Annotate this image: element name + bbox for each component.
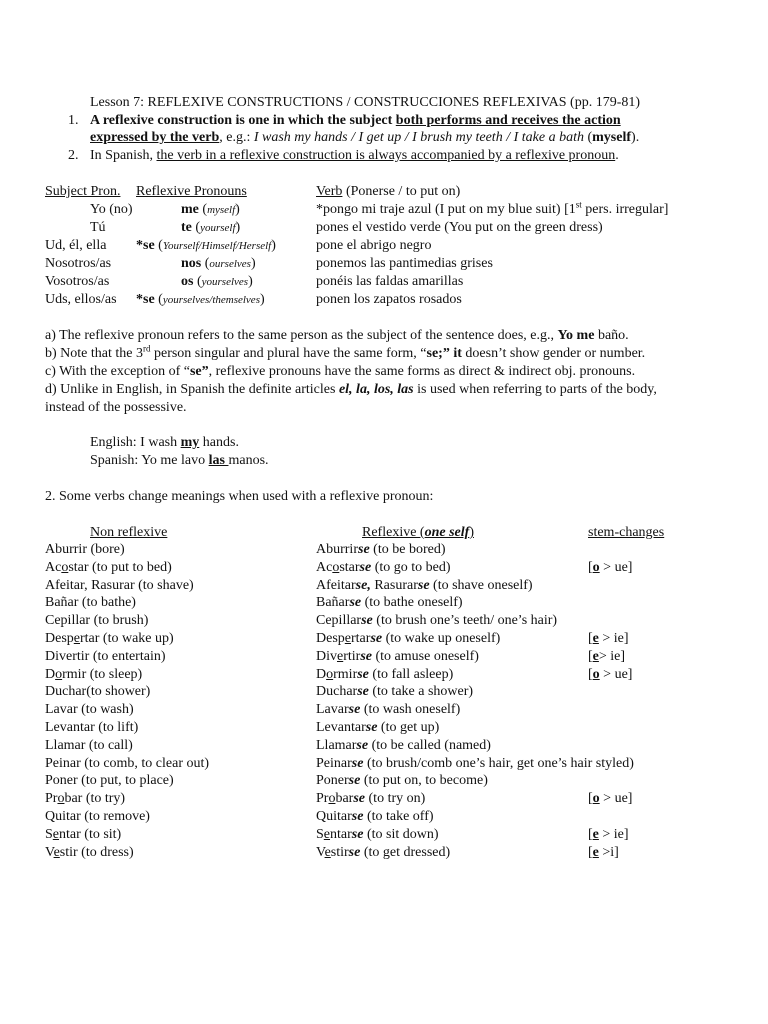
example-spanish-tail: manos. bbox=[228, 453, 269, 468]
verb-infinitive: Afeitar, Rasurar (to shave) bbox=[45, 578, 194, 593]
verb-infinitive: Bañar (to bathe) bbox=[45, 595, 136, 610]
verb-reflexive bbox=[316, 772, 488, 790]
reflexive-verb-stem: Peinar bbox=[316, 756, 352, 771]
pronoun-form: nos bbox=[181, 256, 202, 271]
verb-non-reflexive bbox=[45, 808, 150, 826]
verb-non-reflexive bbox=[45, 755, 209, 773]
verb-stem-vowel: o bbox=[61, 560, 69, 575]
pronoun-subject: Tú bbox=[90, 220, 106, 235]
pronoun-form: *se bbox=[136, 238, 155, 253]
verbs-header-stem-changes: stem-changes bbox=[588, 525, 665, 540]
pronoun-subject: Nosotros/as bbox=[45, 256, 112, 271]
reflexive-verb-mid: stir bbox=[330, 845, 349, 860]
reflexive-suffix: se bbox=[348, 702, 361, 717]
reflexive-verb-stem-2: Rasurar bbox=[370, 578, 418, 593]
reflexive-suffix: se bbox=[357, 667, 369, 682]
reflexive-verb-mid: ntar bbox=[330, 827, 352, 842]
verb-infinitive: Peinar (to comb, to clear out) bbox=[45, 756, 210, 771]
reflexive-meaning: (to brush/comb one’s hair, get one’s hair styled) bbox=[363, 756, 634, 771]
verb-infinitive: Duchar(to shower) bbox=[45, 684, 151, 699]
verb-infinitive-rest: rtar (to wake up) bbox=[80, 631, 174, 646]
note-b-tail: doesn’t show gender or number. bbox=[461, 346, 646, 361]
note-b-sup: rd bbox=[142, 343, 151, 354]
reflexive-suffix: se bbox=[360, 649, 372, 664]
point-1-emphasis: both performs and receives the action bbox=[395, 113, 621, 128]
verb-reflexive bbox=[316, 737, 491, 755]
pronoun-reflexive: me (myself) bbox=[181, 202, 240, 217]
page-title: Lesson 7: REFLEXIVE CONSTRUCTIONS / CONSTRUCCIONES REFLEXIVAS (pp. 179-81) bbox=[90, 95, 641, 110]
note-c-bold: se” bbox=[189, 364, 209, 379]
verb-reflexive bbox=[316, 683, 473, 701]
point-1-end: ). bbox=[631, 130, 640, 145]
pronoun-verb-example: pones el vestido verde (You put on the green dress) bbox=[316, 220, 603, 235]
verb-infinitive-rest: stir (to dress) bbox=[59, 845, 134, 860]
reflexive-suffix: se bbox=[356, 738, 369, 753]
pronoun-header-verb-note: (Ponerse / to put on) bbox=[342, 184, 461, 199]
point-2-emphasis: the verb in a reflexive construction is always accompanied by a reflexive pronoun bbox=[156, 148, 616, 163]
stem-change-open: [ bbox=[588, 845, 593, 860]
verb-stem-change bbox=[588, 630, 629, 648]
verb-non-reflexive bbox=[45, 844, 134, 862]
reflexive-meaning: (to amuse oneself) bbox=[372, 649, 479, 664]
example-spanish bbox=[90, 452, 269, 470]
stem-change-result: > ue] bbox=[599, 560, 633, 575]
verb-infinitive-rest: star (to put to bed) bbox=[68, 560, 172, 575]
pronoun-reflexive: os (yourselves) bbox=[181, 274, 253, 289]
reflexive-meaning: (to put on, to become) bbox=[360, 773, 488, 788]
verb-reflexive bbox=[316, 844, 450, 862]
note-a-text: a) The reflexive pronoun refers to the same person as the subject of the sentence does, e.g., bbox=[45, 328, 558, 343]
note-d-text: d) Unlike in English, in Spanish the definite articles bbox=[45, 382, 339, 397]
verb-infinitive: Lavar (to wash) bbox=[45, 702, 134, 717]
reflexive-stem-vowel: e bbox=[337, 649, 344, 664]
verb-reflexive bbox=[316, 755, 634, 773]
pronoun-subject: Uds, ellos/as bbox=[45, 292, 117, 307]
stem-change-open: [ bbox=[588, 560, 593, 575]
stem-change-open: [ bbox=[588, 667, 593, 682]
verb-reflexive bbox=[316, 594, 463, 612]
pronoun-gloss: Yourself/Himself/Herself bbox=[162, 240, 272, 252]
verb-reflexive bbox=[316, 559, 451, 577]
point-2-text: In Spanish, bbox=[90, 148, 157, 163]
stem-change-result: > ue] bbox=[599, 667, 633, 682]
reflexive-suffix: se bbox=[351, 756, 364, 771]
stem-change-vowel: e bbox=[592, 649, 599, 664]
point-1-line-1 bbox=[90, 112, 621, 130]
stem-change-vowel: o bbox=[592, 667, 600, 682]
verb-stem-vowel: e bbox=[53, 845, 60, 860]
reflexive-suffix: se bbox=[357, 684, 369, 699]
stem-change-open: [ bbox=[588, 649, 593, 664]
example-spanish-emphasis: las bbox=[208, 453, 229, 468]
pronoun-verb-example bbox=[316, 201, 668, 219]
verbs-header-reflexive bbox=[362, 524, 474, 542]
stem-change-result: >i] bbox=[598, 845, 619, 860]
stem-change-open: [ bbox=[588, 631, 593, 646]
reflexive-meaning: (to brush one’s teeth/ one’s hair) bbox=[372, 613, 558, 628]
reflexive-suffix: se bbox=[349, 595, 362, 610]
example-english-emphasis: my bbox=[180, 435, 200, 450]
reflexive-verb-start: Pr bbox=[316, 791, 329, 806]
reflexive-suffix: se, bbox=[355, 578, 371, 593]
point-1-eg: , e.g.: bbox=[219, 130, 254, 145]
stem-change-result: > ie] bbox=[598, 631, 629, 646]
reflexive-stem-vowel: o bbox=[326, 667, 334, 682]
reflexive-verb-mid: rmir bbox=[333, 667, 358, 682]
reflexive-suffix: se bbox=[361, 613, 373, 628]
reflexive-suffix: se bbox=[351, 827, 364, 842]
example-spanish-text: Spanish: Yo me lavo bbox=[90, 453, 209, 468]
point-2-number: 2. bbox=[68, 148, 79, 163]
pronoun-subject: Yo (no) bbox=[90, 202, 133, 217]
reflexive-verb-start: D bbox=[316, 667, 327, 682]
verb-non-reflexive bbox=[45, 826, 121, 844]
pronoun-form: os bbox=[181, 274, 194, 289]
verb-infinitive: Levantar (to lift) bbox=[45, 720, 139, 735]
verbs-header-non-reflexive: Non reflexive bbox=[90, 525, 168, 540]
pronoun-gloss: yourselves/themselves bbox=[162, 294, 260, 306]
note-a-bold: Yo me bbox=[557, 328, 595, 343]
point-2-line bbox=[90, 147, 619, 165]
verb-stem-change bbox=[588, 844, 619, 862]
reflexive-verb-mid: star bbox=[339, 560, 360, 575]
verb-non-reflexive bbox=[45, 594, 136, 612]
reflexive-verb-stem: Quitar bbox=[316, 809, 352, 824]
pronoun-header-verb-label: Verb bbox=[316, 184, 343, 199]
pronoun-header-verb bbox=[316, 183, 460, 201]
reflexive-meaning: (to be bored) bbox=[369, 542, 446, 557]
reflexive-stem-vowel: e bbox=[323, 827, 331, 842]
reflexive-meaning: (to fall asleep) bbox=[368, 667, 454, 682]
note-a bbox=[45, 327, 629, 345]
verb-non-reflexive bbox=[45, 612, 148, 630]
stem-change-vowel: e bbox=[592, 631, 599, 646]
note-d-tail: is used when referring to parts of the body, bbox=[413, 382, 657, 397]
pronoun-form: te bbox=[181, 220, 192, 235]
verb-infinitive: Cepillar (to brush) bbox=[45, 613, 149, 628]
verb-non-reflexive bbox=[45, 790, 125, 808]
reflexive-meaning: (to bathe oneself) bbox=[361, 595, 463, 610]
section-2-title: 2. Some verbs change meanings when used with a reflexive pronoun: bbox=[45, 489, 434, 504]
verbs-header-reflexive-close: ) bbox=[469, 525, 474, 540]
reflexive-verb-stem: Aburrir bbox=[316, 542, 358, 557]
reflexive-meaning: (to wash oneself) bbox=[360, 702, 461, 717]
stem-change-open: [ bbox=[588, 791, 593, 806]
point-1-myself: myself bbox=[592, 130, 632, 145]
pronoun-form: me bbox=[181, 202, 199, 217]
verb-infinitive: Divertir (to entertain) bbox=[45, 649, 166, 664]
verb-infinitive: Aburrir (bore) bbox=[45, 542, 125, 557]
verb-reflexive bbox=[316, 648, 479, 666]
verb-stem-change bbox=[588, 826, 629, 844]
verb-stem-change bbox=[588, 790, 632, 808]
pronoun-header-subject: Subject Pron. bbox=[45, 184, 121, 199]
stem-change-open: [ bbox=[588, 827, 593, 842]
point-1-emphasis-2: expressed by the verb bbox=[90, 130, 220, 145]
verb-infinitive-start: S bbox=[45, 827, 53, 842]
verb-example-text: *pongo mi traje azul (I put on my blue suit) [1 bbox=[316, 202, 576, 217]
pronoun-subject: Vosotros/as bbox=[45, 274, 110, 289]
pronoun-verb-example: ponemos las pantimedias grises bbox=[316, 256, 493, 271]
verb-infinitive-start: Pr bbox=[45, 791, 58, 806]
note-c-text: c) With the exception of “ bbox=[45, 364, 190, 379]
verb-reflexive bbox=[316, 666, 453, 684]
reflexive-meaning: (to go to bed) bbox=[371, 560, 451, 575]
verb-infinitive-rest: rmir (to sleep) bbox=[62, 667, 143, 682]
reflexive-suffix: se bbox=[370, 631, 383, 646]
verb-non-reflexive bbox=[45, 683, 150, 701]
note-c-tail: , reflexive pronouns have the same forms as direct & indirect obj. pronouns. bbox=[208, 364, 636, 379]
pronoun-verb-example: ponéis las faldas amarillas bbox=[316, 274, 464, 289]
verb-non-reflexive bbox=[45, 666, 142, 684]
reflexive-suffix: se bbox=[365, 720, 378, 735]
note-d-bold: el, la, los, las bbox=[338, 382, 414, 397]
reflexive-meaning: (to wake up oneself) bbox=[382, 631, 501, 646]
reflexive-meaning: (to be called (named) bbox=[368, 738, 491, 753]
verb-reflexive bbox=[316, 790, 425, 808]
stem-change-vowel: e bbox=[592, 827, 599, 842]
reflexive-verb-stem: Levantar bbox=[316, 720, 366, 735]
verb-stem-change bbox=[588, 559, 632, 577]
verb-reflexive bbox=[316, 577, 533, 595]
reflexive-meaning: (to take off) bbox=[363, 809, 434, 824]
note-d-line-2: instead of the possessive. bbox=[45, 400, 187, 415]
verb-example-sup: st bbox=[575, 199, 582, 210]
reflexive-verb-mid: rtir bbox=[343, 649, 361, 664]
pronoun-subject: Ud, él, ella bbox=[45, 238, 107, 253]
note-c bbox=[45, 363, 635, 381]
verb-non-reflexive bbox=[45, 701, 134, 719]
pronoun-reflexive: *se (Yourself/Himself/Herself) bbox=[136, 238, 276, 253]
pronoun-reflexive: *se (yourselves/themselves) bbox=[136, 292, 265, 307]
stem-change-result: > ie] bbox=[598, 827, 629, 842]
verb-reflexive bbox=[316, 541, 445, 559]
point-1-paren: ( bbox=[583, 130, 593, 145]
verb-reflexive bbox=[316, 808, 434, 826]
point-1-text: A reflexive construction is one in which the subject bbox=[90, 113, 396, 128]
stem-change-vowel: o bbox=[592, 560, 600, 575]
reflexive-verb-start: Div bbox=[316, 649, 337, 664]
pronoun-gloss: yourself bbox=[200, 222, 236, 234]
note-a-tail: baño. bbox=[594, 328, 629, 343]
note-b-mid: person singular and plural have the same form, “ bbox=[150, 346, 427, 361]
pronoun-form: *se bbox=[136, 292, 155, 307]
verb-stem-vowel: e bbox=[73, 631, 80, 646]
point-1-examples: I wash my hands / I get up / I brush my teeth / I take a bath bbox=[253, 130, 584, 145]
verb-non-reflexive bbox=[45, 559, 172, 577]
verb-infinitive-start: D bbox=[45, 667, 56, 682]
note-b-text: b) Note that the 3 bbox=[45, 346, 143, 361]
verb-non-reflexive bbox=[45, 737, 133, 755]
reflexive-verb-start: Desp bbox=[316, 631, 345, 646]
reflexive-verb-stem: Duchar bbox=[316, 684, 358, 699]
reflexive-stem-vowel: o bbox=[328, 791, 336, 806]
reflexive-meaning: (to sit down) bbox=[363, 827, 439, 842]
reflexive-suffix: se bbox=[359, 560, 372, 575]
verb-infinitive-start: Ac bbox=[45, 560, 62, 575]
reflexive-verb-start: S bbox=[316, 827, 324, 842]
note-b bbox=[45, 345, 645, 363]
stem-change-vowel: e bbox=[592, 845, 599, 860]
pronoun-header-reflexive: Reflexive Pronouns bbox=[136, 184, 247, 199]
pronoun-reflexive: te (yourself) bbox=[181, 220, 241, 235]
reflexive-verb-stem: Cepillar bbox=[316, 613, 362, 628]
pronoun-verb-example: ponen los zapatos rosados bbox=[316, 292, 462, 307]
verb-non-reflexive bbox=[45, 772, 174, 790]
example-english-text: English: I wash bbox=[90, 435, 181, 450]
reflexive-verb-stem: Poner bbox=[316, 773, 349, 788]
verb-stem-change bbox=[588, 666, 632, 684]
verb-non-reflexive bbox=[45, 648, 166, 666]
stem-change-result: > ue] bbox=[599, 791, 633, 806]
pronoun-verb-example: pone el abrigo negro bbox=[316, 238, 432, 253]
reflexive-verb-stem: Lavar bbox=[316, 702, 349, 717]
reflexive-verb-stem: Afeitar bbox=[316, 578, 356, 593]
example-english bbox=[90, 434, 239, 452]
pronoun-gloss: yourselves bbox=[201, 276, 249, 288]
verb-stem-vowel: e bbox=[52, 827, 60, 842]
reflexive-suffix: se bbox=[353, 791, 366, 806]
point-1-number: 1. bbox=[68, 113, 79, 128]
pronoun-reflexive: nos (ourselves) bbox=[181, 256, 256, 271]
verb-example-tail: pers. irregular] bbox=[581, 202, 669, 217]
verb-infinitive-rest: ntar (to sit) bbox=[59, 827, 122, 842]
verbs-header-reflexive-oneself: one self bbox=[424, 525, 470, 540]
verb-reflexive bbox=[316, 719, 439, 737]
verb-infinitive-start: Desp bbox=[45, 631, 74, 646]
reflexive-suffix-2: se bbox=[417, 578, 430, 593]
stem-change-result: > ie] bbox=[598, 649, 626, 664]
point-2-end: . bbox=[615, 148, 619, 163]
reflexive-meaning: (to try on) bbox=[365, 791, 426, 806]
reflexive-meaning: (to get dressed) bbox=[360, 845, 451, 860]
verb-infinitive: Quitar (to remove) bbox=[45, 809, 150, 824]
note-d bbox=[45, 381, 657, 399]
verb-infinitive: Poner (to put, to place) bbox=[45, 773, 174, 788]
verb-non-reflexive bbox=[45, 630, 174, 648]
example-english-tail: hands. bbox=[199, 435, 239, 450]
reflexive-verb-stem: Bañar bbox=[316, 595, 350, 610]
reflexive-verb-start: V bbox=[316, 845, 325, 860]
reflexive-verb-stem: Llamar bbox=[316, 738, 357, 753]
reflexive-stem-vowel: o bbox=[332, 560, 340, 575]
reflexive-verb-start: Ac bbox=[316, 560, 333, 575]
verb-non-reflexive bbox=[45, 577, 194, 595]
reflexive-meaning: (to take a shower) bbox=[368, 684, 474, 699]
verbs-header-reflexive-label: Reflexive ( bbox=[362, 525, 425, 540]
reflexive-suffix: se bbox=[358, 542, 370, 557]
pronoun-gloss: myself bbox=[207, 204, 236, 216]
reflexive-stem-vowel: e bbox=[324, 845, 331, 860]
verb-reflexive bbox=[316, 826, 439, 844]
reflexive-stem-vowel: e bbox=[344, 631, 351, 646]
reflexive-suffix: se bbox=[348, 773, 361, 788]
verb-non-reflexive bbox=[45, 541, 125, 559]
pronoun-gloss: ourselves bbox=[209, 258, 251, 270]
verb-reflexive bbox=[316, 630, 500, 648]
point-1-line-2 bbox=[90, 129, 639, 147]
reflexive-meaning: (to shave oneself) bbox=[429, 578, 533, 593]
reflexive-verb-mid: bar bbox=[335, 791, 354, 806]
reflexive-meaning: (to get up) bbox=[377, 720, 440, 735]
verb-stem-vowel: o bbox=[55, 667, 63, 682]
verb-infinitive-rest: bar (to try) bbox=[64, 791, 126, 806]
note-b-bold: se;” it bbox=[426, 346, 462, 361]
verb-reflexive bbox=[316, 612, 557, 630]
verb-reflexive bbox=[316, 701, 460, 719]
verb-infinitive-start: V bbox=[45, 845, 54, 860]
reflexive-suffix: se bbox=[348, 845, 361, 860]
stem-change-vowel: o bbox=[592, 791, 600, 806]
reflexive-verb-mid: rtar bbox=[351, 631, 371, 646]
verb-infinitive: Llamar (to call) bbox=[45, 738, 133, 753]
verb-non-reflexive bbox=[45, 719, 138, 737]
reflexive-suffix: se bbox=[351, 809, 364, 824]
verb-stem-change bbox=[588, 648, 625, 666]
verb-stem-vowel: o bbox=[57, 791, 65, 806]
